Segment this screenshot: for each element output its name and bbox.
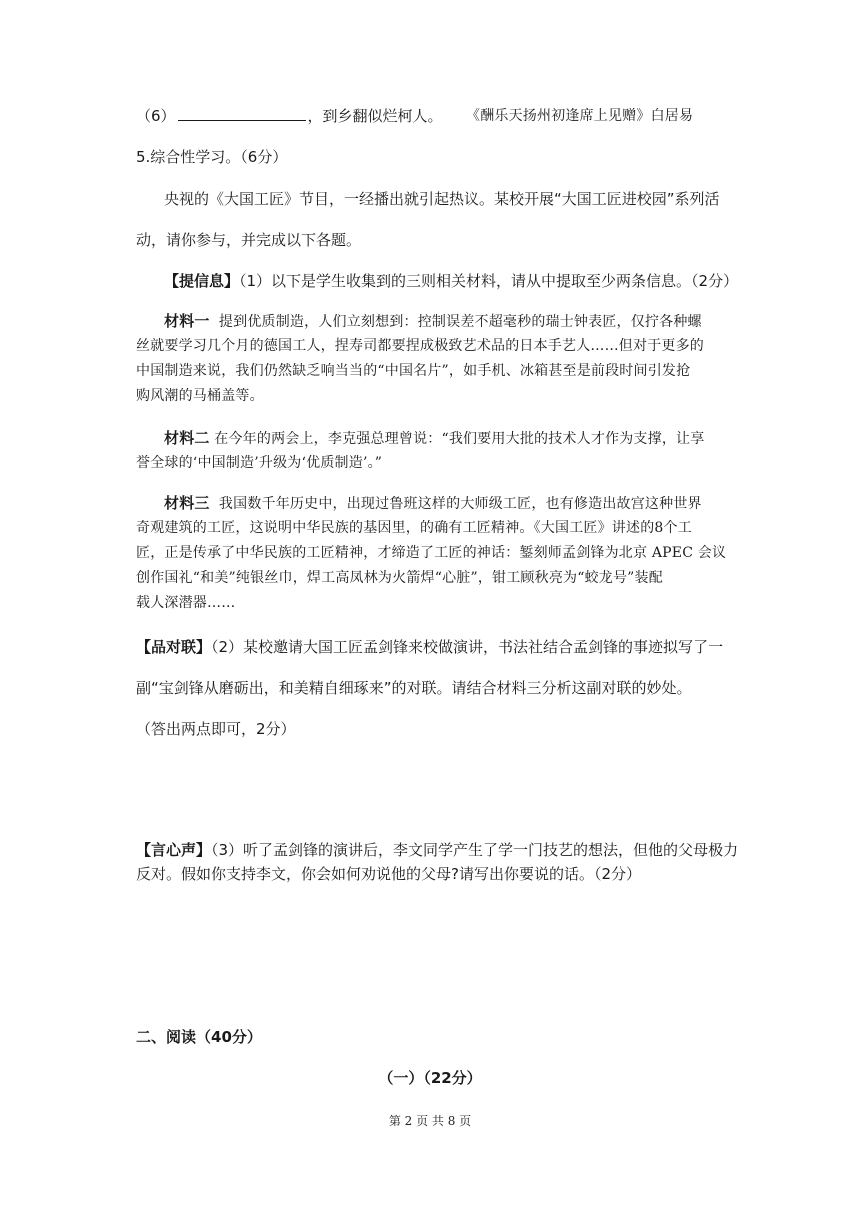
material1-label: 材料一 — [164, 312, 210, 330]
section-2-subtitle: （一）（22分） — [378, 1069, 482, 1087]
material2-label: 材料二 — [164, 429, 210, 447]
material2-text-1: 在今年的两会上，李克强总理曾说：“我们要用大批的技术人才作为支撑，让享 — [214, 431, 705, 447]
part1-tag: 【提信息】 — [164, 272, 240, 290]
part2-line-1 — [136, 637, 723, 657]
material2-line-2: 誉全球的‘中国制造’升级为‘优质制造’。” — [136, 455, 383, 471]
material3-line-4: 创作国礼“和美”纯银丝巾，焊工高凤林为火箭焊“心脏”，钳工顾秋亮为“蛟龙号”装配 — [136, 570, 663, 586]
part1-text: （1）以下是学生收集到的三则相关材料，请从中提取至少两条信息。（2分） — [239, 272, 739, 290]
poem-source: 《酬乐天扬州初逢席上见赠》白居易 — [466, 108, 694, 124]
intro-line-1: 央视的《大国工匠》节目，一经播出就引起热议。某校开展“大国工匠进校园”系列活 — [164, 190, 720, 208]
part2-text-1: （2）某校邀请大国工匠孟剑锋来校做演讲，书法社结合孟剑锋的事迹拟写了一 — [211, 638, 724, 656]
material1-line-2: 丝就要学习几个月的德国工人，捏寿司都要捏成极致艺术品的日本手艺人……但对于更多的 — [136, 338, 704, 354]
section-2-title: 二、阅读（40分） — [136, 1028, 262, 1046]
question-5-title: 5.综合性学习。（6分） — [136, 148, 288, 166]
poem-line-text: ，到乡翻似烂柯人。 — [307, 107, 443, 125]
part2-line-2: 副“宝剑锋从磨砺出，和美精自细琢来”的对联。请结合材料三分析这副对联的妙处。 — [136, 679, 692, 697]
part3-line-2: 反对。假如你支持李文，你会如何劝说他的父母?请写出你要说的话。（2分） — [136, 865, 642, 883]
material1-text-1: 提到优质制造，人们立刻想到：控制误差不超毫秒的瑞士钟表匠，仅拧各种螺 — [218, 314, 702, 330]
part1-prompt — [164, 271, 738, 291]
answer-blank[interactable] — [178, 106, 306, 121]
part2-tag: 【品对联】 — [136, 638, 212, 656]
material3-line-2: 奇观建筑的工匠，这说明中华民族的基因里，的确有工匠精神。《大国工匠》讲述的8个工 — [136, 520, 692, 536]
intro-line-2: 动，请你参与，并完成以下各题。 — [136, 231, 362, 249]
material1-line-4: 购风潮的马桶盖等。 — [136, 388, 264, 404]
item-number: （6） — [136, 107, 176, 125]
page-number: 第 2 页 共 8 页 — [388, 1114, 472, 1128]
material3-line-5: 载人深潜器…… — [136, 595, 236, 611]
material3-line-1 — [164, 493, 702, 514]
part3-tag: 【言心声】 — [136, 841, 212, 859]
part2-line-3: （答出两点即可，2分） — [136, 720, 296, 738]
material1-line-1 — [164, 311, 702, 332]
poem-fill-blank-line — [136, 106, 443, 126]
material3-line-3: 匠，正是传承了中华民族的工匠精神，才缔造了工匠的神话：錾刻师孟剑锋为北京 APEC 会议 — [136, 545, 727, 561]
material3-text-1: 我国数千年历史中，出现过鲁班这样的大师级工匠，也有修造出故宫这种世界 — [218, 496, 702, 512]
material3-label: 材料三 — [164, 494, 210, 512]
material2-line-1 — [164, 428, 704, 449]
part3-text-1: （3）听了孟剑锋的演讲后，李文同学产生了学一门技艺的想法，但他的父母极力 — [211, 841, 739, 859]
material1-line-3: 中国制造来说，我们仍然缺乏响当当的“中国名片”，如手机、冰箱甚至是前段时间引发抢 — [136, 363, 691, 379]
part3-line-1 — [136, 840, 738, 860]
